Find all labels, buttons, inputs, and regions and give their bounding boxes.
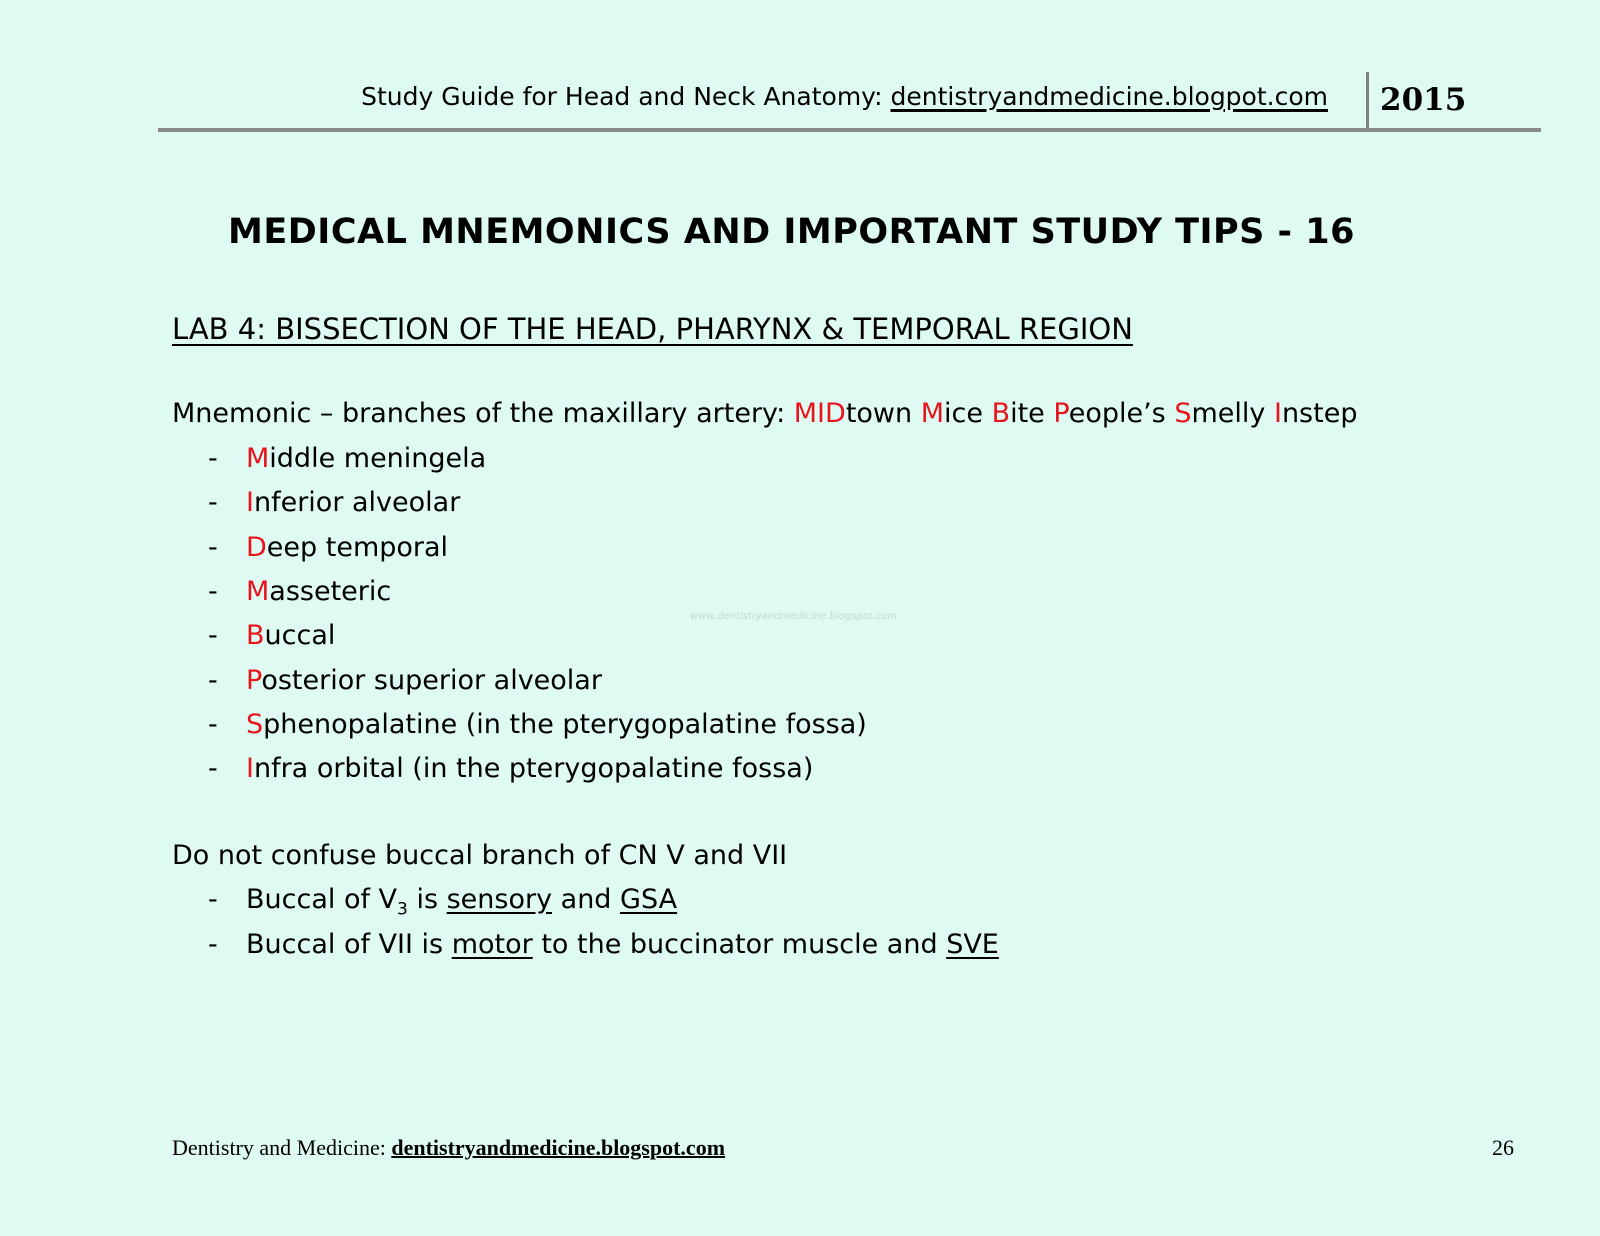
mnemonic-letter: P	[246, 664, 262, 696]
mnemonic-text: nstep	[1281, 398, 1358, 429]
mnemonic-letter: I	[246, 753, 254, 785]
item-text: phenopalatine (in the pterygopalatine fossa)	[263, 708, 867, 740]
bullet-dash: -	[208, 664, 218, 696]
underlined-term: sensory	[446, 884, 553, 915]
mnemonic-phrase	[794, 398, 1358, 429]
header-link[interactable]: dentistryandmedicine.blogpot.com	[890, 82, 1328, 111]
mnemonic-letter: B	[991, 398, 1011, 429]
watermark: www.dentistryandmedicine.blogspot.com	[690, 611, 898, 622]
mnemonic-text: town	[845, 398, 921, 429]
list-item	[208, 665, 602, 696]
item-text: eep temporal	[266, 531, 449, 563]
text: to the buccinator muscle and	[532, 929, 947, 960]
header-prefix: Study Guide for Head and Neck Anatomy:	[361, 82, 891, 111]
bullet-dash: -	[208, 620, 218, 652]
item-text: osterior superior alveolar	[261, 664, 602, 696]
mnemonic-line	[172, 398, 1357, 429]
list-item	[208, 487, 460, 518]
text: Buccal of VII is	[246, 929, 452, 960]
footer-link[interactable]: dentistryandmedicine.blogspot.com	[391, 1135, 726, 1160]
bullet-dash: -	[208, 487, 218, 519]
list-item	[208, 443, 486, 474]
footer	[172, 1135, 725, 1161]
mnemonic-letter: I	[246, 487, 254, 519]
mnemonic-text: eople’s	[1068, 398, 1175, 429]
mnemonic-text: ice	[944, 398, 992, 429]
list-item	[208, 929, 999, 960]
item-text: iddle meningela	[269, 443, 487, 474]
list-item	[208, 620, 335, 651]
header-rule	[158, 128, 1541, 132]
mnemonic-letter: MID	[793, 398, 846, 429]
mnemonic-letter: B	[246, 620, 265, 652]
header-divider	[1366, 72, 1369, 130]
list-item	[208, 753, 813, 784]
mnemonic-letter: S	[1174, 398, 1192, 429]
mnemonic-letter: M	[246, 575, 270, 607]
list-item	[208, 576, 391, 607]
text: and	[552, 884, 621, 915]
mnemonic-letter: I	[1273, 398, 1282, 429]
list-item	[208, 709, 867, 740]
page-number: 26	[1492, 1135, 1514, 1160]
item-text: nfra orbital (in the pterygopalatine fossa)	[253, 753, 814, 785]
bullet-dash: -	[208, 929, 218, 960]
text: Buccal of V	[246, 884, 398, 915]
mnemonic-text: ite	[1010, 398, 1054, 429]
item-text: nferior alveolar	[253, 487, 461, 519]
bullet-dash: -	[208, 884, 218, 915]
item-text: asseteric	[269, 575, 392, 607]
bullet-dash: -	[208, 443, 218, 474]
lab-heading: LAB 4: BISSECTION OF THE HEAD, PHARYNX & TEMPORAL REGION	[172, 312, 1133, 346]
buccal-heading: Do not confuse buccal branch of CN V and VII	[172, 840, 788, 871]
page-title: MEDICAL MNEMONICS AND IMPORTANT STUDY TIPS - 16	[228, 212, 1355, 252]
underlined-term: SVE	[946, 929, 999, 960]
item-text: uccal	[264, 620, 336, 652]
mnemonic-letter: M	[246, 443, 270, 474]
mnemonic-letter: D	[246, 531, 267, 563]
mnemonic-intro: Mnemonic – branches of the maxillary artery:	[172, 398, 794, 429]
bullet-dash: -	[208, 531, 218, 563]
list-item	[208, 884, 677, 919]
list-item	[208, 532, 448, 563]
mnemonic-letter: P	[1053, 398, 1069, 429]
bullet-dash: -	[208, 575, 218, 607]
underlined-term: GSA	[620, 884, 678, 915]
bullet-dash: -	[208, 708, 218, 740]
footer-prefix: Dentistry and Medicine:	[172, 1135, 392, 1160]
underlined-term: motor	[451, 929, 533, 960]
bullet-dash: -	[208, 753, 218, 785]
running-header	[361, 82, 1328, 111]
mnemonic-letter: M	[920, 398, 945, 429]
mnemonic-letter: S	[246, 708, 264, 740]
text: is	[407, 884, 447, 915]
subscript: 3	[397, 899, 408, 920]
mnemonic-text: melly	[1191, 398, 1274, 429]
header-year: 2015	[1380, 82, 1467, 118]
